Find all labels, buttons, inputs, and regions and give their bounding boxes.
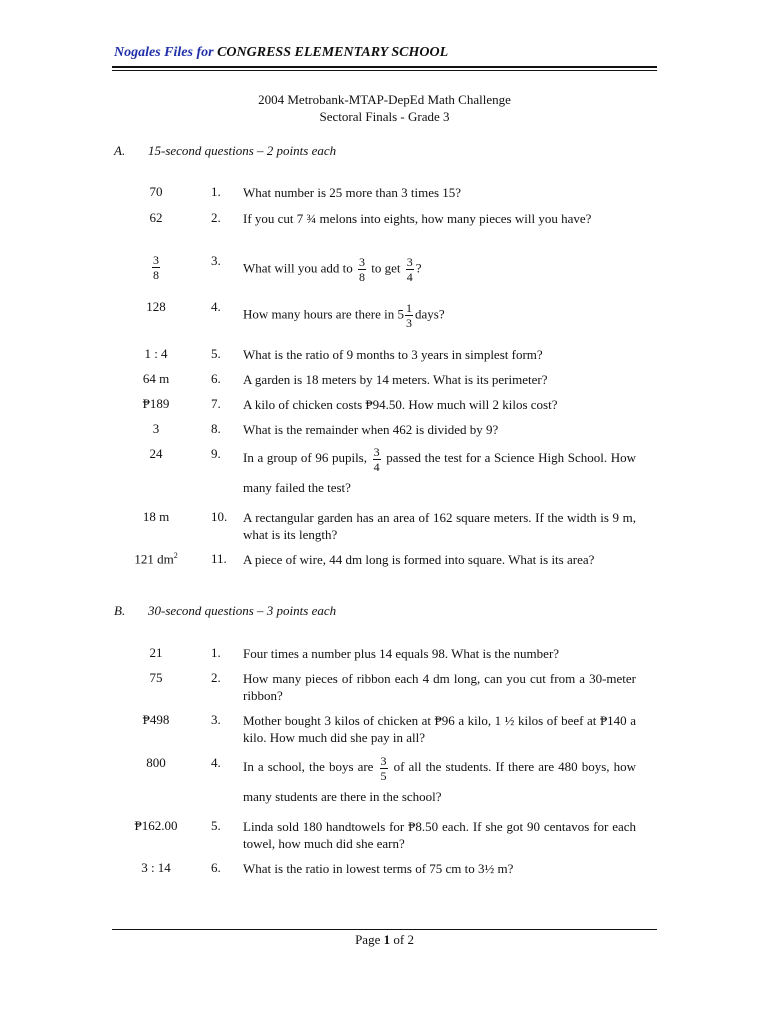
fraction-denominator: 4 (373, 459, 380, 474)
fraction-numerator: 3 (380, 753, 387, 768)
fraction-denominator: 4 (406, 270, 413, 284)
section-b-heading (114, 603, 336, 619)
question-number: 5. (211, 818, 221, 833)
question-number: 8. (211, 421, 221, 436)
question-number: 2. (211, 670, 221, 685)
question-number: 4. (211, 755, 221, 770)
answer: ₱498 (142, 712, 170, 727)
footer-page-total: 2 (407, 932, 414, 947)
footer-of-word: of (393, 932, 405, 947)
section-a-label: A. (114, 143, 126, 158)
question-number: 9. (211, 446, 221, 461)
question-text (243, 753, 636, 811)
question-text: A kilo of chicken costs ₱94.50. How much will 2 kilos cost? (243, 397, 558, 412)
question-number: 5. (211, 346, 221, 361)
answer-exponent: 2 (173, 551, 178, 560)
question-number: 10. (211, 509, 228, 524)
question-text-part: What will you add to (243, 260, 353, 276)
question-text-part: In a school, the boys are (243, 759, 374, 774)
footer-page-word: Page (355, 932, 381, 947)
fraction-numerator: 1 (406, 301, 413, 315)
header-rule-thick (112, 66, 657, 68)
answer: 24 (149, 446, 163, 461)
question-text: Mother bought 3 kilos of chicken at ₱96 a kilo, 1 ½ kilos of beef at ₱140 a kilo. How much did she pay in all? (243, 713, 636, 745)
question-number: 4. (211, 299, 221, 314)
answer: ₱189 (142, 396, 170, 411)
question-number: 6. (211, 371, 221, 386)
answer: 1 : 4 (144, 346, 168, 361)
header-school: CONGRESS ELEMENTARY SCHOOL (217, 45, 449, 60)
question-number: 6. (211, 860, 221, 875)
answer: 62 (149, 210, 163, 225)
question-text: A piece of wire, 44 dm long is formed into square. What is its area? (243, 552, 595, 567)
question-text: Linda sold 180 handtowels for ₱8.50 each. If she got 90 centavos for each towel, how much did she earn? (243, 819, 636, 851)
fraction-denominator: 3 (406, 316, 413, 330)
document-header (114, 45, 448, 61)
question-number: 3. (211, 712, 221, 727)
contest-subtitle: Sectoral Finals - Grade 3 (319, 109, 450, 124)
fraction-numerator: 3 (406, 255, 413, 269)
answer (114, 551, 198, 567)
fraction-numerator: 3 (153, 253, 159, 267)
question-text: What is the remainder when 462 is divided by 9? (243, 422, 499, 437)
question-text (243, 255, 636, 284)
question-number: 11. (211, 551, 227, 566)
section-b-label: B. (114, 603, 126, 618)
fraction-denominator: 8 (153, 268, 159, 282)
question-text: How many pieces of ribbon each 4 dm long, can you cut from a 30-meter ribbon? (243, 671, 636, 703)
question-text-part: to get (371, 260, 401, 276)
question-text: If you cut 7 ¾ melons into eights, how many pieces will you have? (243, 211, 592, 226)
question-text: What is the ratio in lowest terms of 75 cm to 3½ m? (243, 861, 514, 876)
question-text: What is the ratio of 9 months to 3 years in simplest form? (243, 347, 543, 362)
section-a-title: 15-second questions – 2 points each (148, 143, 337, 158)
question-text: A rectangular garden has an area of 162 square meters. If the width is 9 m, what is its length? (243, 510, 636, 542)
question-number: 3. (211, 253, 221, 268)
question-text-part: How many hours are there in 5 (243, 306, 405, 322)
fraction-denominator: 5 (380, 768, 387, 783)
question-number: 1. (211, 645, 221, 660)
fraction-numerator: 3 (373, 444, 380, 459)
answer: 3 (152, 421, 160, 436)
answer: 64 m (142, 371, 170, 386)
footer-rule (112, 929, 657, 930)
question-text-part: of all the students. If there are 480 boys, how many students are there in the school? (243, 759, 637, 804)
question-number: 2. (211, 210, 221, 225)
fraction-denominator: 8 (359, 270, 366, 284)
question-number: 1. (211, 184, 221, 199)
page-footer (112, 932, 657, 948)
section-b-title: 30-second questions – 3 points each (148, 603, 337, 618)
question-text: Four times a number plus 14 equals 98. What is the number? (243, 646, 560, 661)
question-text-part: passed the test for a Science High School. How many failed the test? (243, 450, 636, 495)
answer: 75 (149, 670, 163, 685)
answer: 800 (146, 755, 166, 770)
answer: 21 (149, 645, 163, 660)
answer-fraction (114, 253, 198, 282)
answer: ₱162.00 (134, 818, 178, 833)
answer: 3 : 14 (141, 860, 171, 875)
answer: 70 (149, 184, 163, 199)
contest-title: 2004 Metrobank-MTAP-DepEd Math Challenge (258, 92, 511, 107)
question-text-part: ? (415, 260, 422, 276)
question-text (243, 301, 636, 330)
answer-value: 121 dm (134, 551, 174, 567)
question-number: 7. (211, 396, 221, 411)
footer-page-number: 1 (383, 932, 391, 947)
header-prefix: Nogales Files for (114, 45, 214, 60)
question-text: A garden is 18 meters by 14 meters. What is its perimeter? (243, 372, 548, 387)
question-text-part: In a group of 96 pupils, (243, 450, 367, 465)
section-a-heading (114, 143, 336, 159)
header-rule-thin (112, 70, 657, 71)
answer: 18 m (142, 509, 170, 524)
question-text (243, 444, 636, 502)
fraction-numerator: 3 (359, 255, 366, 269)
answer: 128 (146, 299, 166, 314)
question-text: What number is 25 more than 3 times 15? (243, 185, 462, 200)
question-text-part: days? (415, 306, 445, 322)
